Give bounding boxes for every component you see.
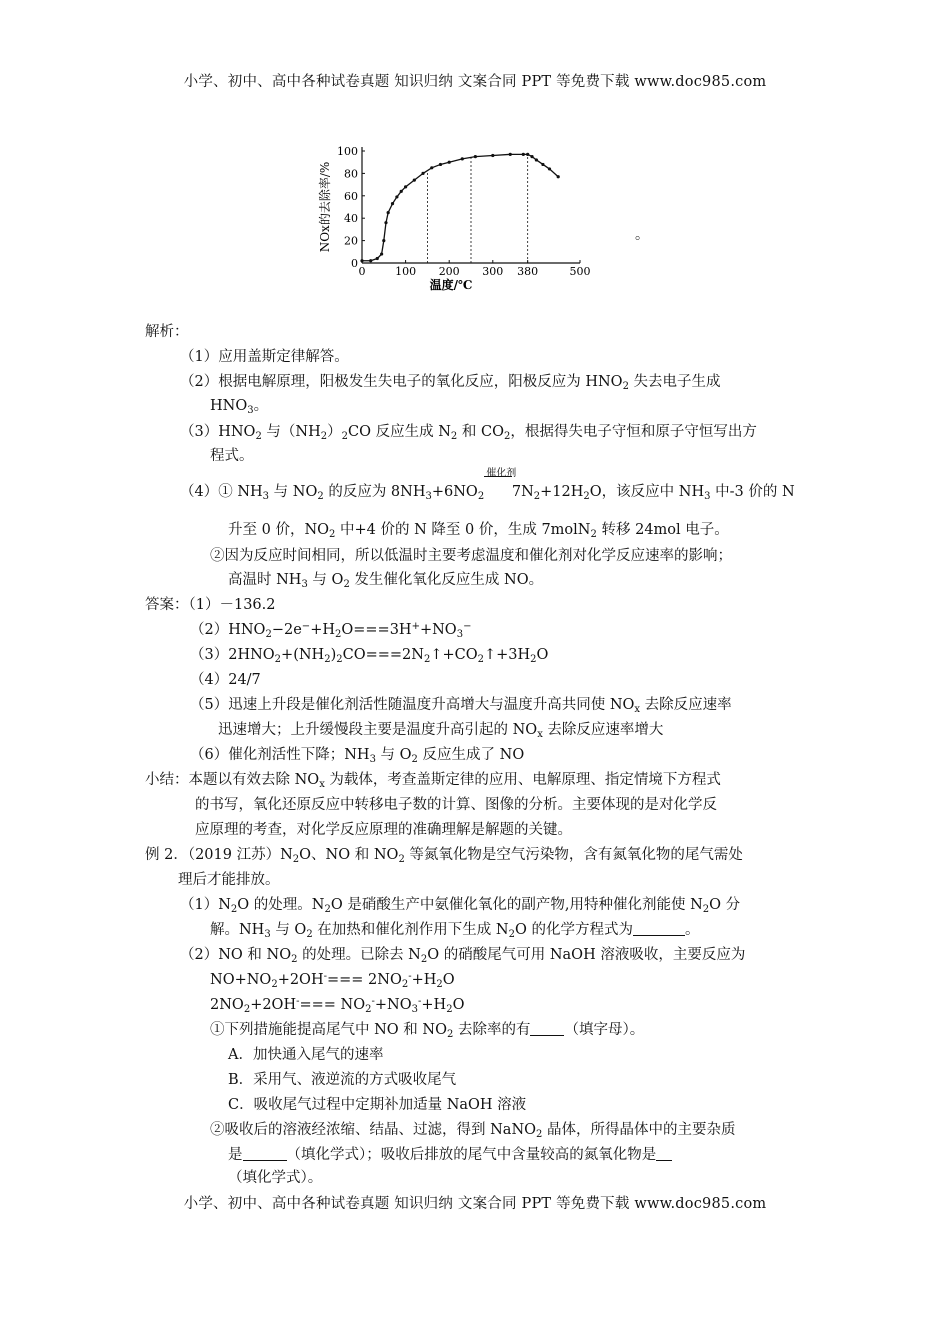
data-point	[548, 167, 551, 170]
data-point	[557, 175, 560, 178]
data-point	[526, 153, 529, 156]
subquestion-2-line3: （填化学式）。	[228, 1170, 323, 1186]
page-footer: 小学、初中、高中各种试卷真题 知识归纳 文案合同 PPT 等免费下载 www.doc985.com	[183, 1196, 767, 1212]
subquestion-1: ①下列措施能提高尾气中 NO 和 $NO_2$ 去除率的有 （填字母）。	[210, 1022, 645, 1040]
data-point	[535, 158, 538, 161]
data-point	[384, 221, 387, 224]
data-point	[541, 163, 544, 166]
data-point	[376, 257, 379, 260]
y-tick-label: 60	[344, 189, 358, 203]
data-point	[380, 252, 383, 255]
summary-line2: 的书写，氧化还原反应中转移电子数的计算、图像的分析。主要体现的是对化学反	[195, 797, 717, 813]
answer-blank-2[interactable]	[530, 1021, 564, 1036]
series-line	[362, 154, 558, 260]
page-header: 小学、初中、高中各种试卷真题 知识归纳 文案合同 PPT 等免费下载 www.doc985.com	[183, 74, 767, 90]
data-point	[522, 153, 525, 156]
data-point	[360, 259, 363, 262]
answer-line5b: 迅速增大；上升缓慢段主要是温度升高引起的 $NO_x$ 去除反应速率增大	[218, 722, 664, 740]
data-point	[439, 163, 442, 166]
example2-line2: 理后才能排放。	[178, 872, 280, 888]
answer-line6: （6）催化剂活性下降；$NH_3$ 与 $O_2$ 反应生成了 NO	[190, 747, 525, 765]
option-b: B．采用气、液逆流的方式吸收尾气	[228, 1072, 457, 1088]
data-point	[430, 166, 433, 169]
option-c: C．吸收尾气过程中定期补加适量 NaOH 溶液	[228, 1097, 527, 1113]
subquestion-2-line1: ②吸收后的溶液经浓缩、结晶、过滤，得到 NaNO$_2$ 晶体，所得晶体中的主要杂质	[210, 1122, 736, 1140]
data-point	[382, 239, 385, 242]
answer-blank-3[interactable]	[243, 1146, 287, 1161]
y-tick-label: 80	[344, 167, 358, 181]
data-point	[509, 153, 512, 156]
x-tick-label: 200	[438, 265, 460, 278]
summary-line3: 应原理的考查，对化学反应原理的准确理解是解题的关键。	[195, 822, 572, 838]
analysis-p2-line1: （2）根据电解原理，阳极发生失电子的氧化反应，阳极反应为 $HNO_2$ 失去电子生成	[180, 374, 721, 392]
data-point	[474, 155, 477, 158]
answer-line1: 答案：（1）－136.2	[145, 597, 276, 613]
x-tick-label: 500	[569, 265, 591, 278]
catalyst-arrow: 催化剂	[486, 468, 517, 479]
answer-line2: $(2)HNO_2-2e^-+H_2O===3H^++NO_3^-$	[190, 621, 472, 640]
x-tick-label: 0	[358, 265, 366, 278]
analysis-p3-line1: $(3)HNO_2$ 与$(NH_2)_2CO$ 反应生成 $N_2$ 和 $CO_2$，根据得失电子守恒和原子守恒写出方	[180, 424, 757, 442]
example2-line1: 例 2．（2019 江苏）$N_2O$、NO 和 $NO_2$ 等氮氧化物是空气污染物，含有氮氧化物的尾气需处	[145, 847, 743, 865]
y-axis-label: NOx的去除率/%	[318, 161, 332, 253]
x-tick-label: 380	[517, 265, 539, 278]
answer-line3: $(3)2HNO_2+(NH_2)_2CO===2N_2↑+CO_2↑+3H_2O$	[190, 647, 549, 665]
analysis-p3-line2: 程式。	[210, 448, 254, 464]
nox-removal-chart	[305, 135, 605, 295]
data-point	[369, 259, 372, 262]
x-tick-label: 300	[482, 265, 504, 278]
data-point	[421, 172, 424, 175]
analysis-p4-line3: ②因为反应时间相同，所以低温时主要考虑温度和催化剂对化学反应速率的影响；	[210, 548, 732, 564]
y-tick-label: 20	[344, 234, 358, 248]
analysis-p4-line2: 升至 0 价，$NO_2$ 中+4 价的 N 降至 0 价，生成 7molN$_2$ 转移 24mol 电子。	[228, 522, 729, 540]
data-point	[461, 157, 464, 160]
answer-line4: （4）24/7	[190, 672, 261, 688]
data-point	[404, 185, 407, 188]
analysis-p4-line4: 高温时 $NH_3$ 与 $O_2$ 发生催化氧化反应生成 NO。	[228, 572, 544, 590]
answer-blank-1[interactable]	[633, 921, 685, 936]
data-point	[448, 161, 451, 164]
y-tick-label: 40	[344, 212, 358, 226]
analysis-label: 解析：	[145, 324, 189, 340]
data-point	[413, 179, 416, 182]
option-a: A．加快通入尾气的速率	[228, 1047, 384, 1063]
subquestion-2-line2: 是 （填化学式）；吸收后排放的尾气中含量较高的氮氧化物是	[228, 1145, 808, 1165]
reaction-2: $2NO_2+2OH^-=== NO_2^-+NO_3^-+H_2O$	[210, 996, 465, 1015]
y-tick-label: 100	[337, 145, 358, 158]
question1-line2: 解。$NH_3$ 与 $O_2$ 在加热和催化剂作用下生成 $N_2O$ 的化学方程式为 。	[210, 922, 700, 940]
analysis-p2-line2: $HNO_3$。	[210, 398, 269, 416]
answer-line5: （5）迅速上升段是催化剂活性随温度升高增大与温度升高共同使 $NO_x$ 去除反应速率	[190, 697, 732, 715]
data-point	[395, 195, 398, 198]
data-point	[491, 154, 494, 157]
data-point	[530, 155, 533, 158]
answer-blank-4[interactable]	[656, 1146, 672, 1161]
x-axis-label: 温度/℃	[429, 278, 473, 292]
y-tick-label: 0	[351, 257, 358, 270]
figure-trailing-period: 。	[635, 227, 649, 243]
summary-line1: 小结：本题以有效去除 $NO_x$ 为载体，考查盖斯定律的应用、电解原理、指定情境下方程式	[145, 772, 721, 790]
reaction-1: $NO+NO_2+2OH^-=== 2NO_2^-+H_2O$	[210, 971, 455, 990]
data-point	[387, 211, 390, 214]
analysis-p4-line1: （4）① $NH_3$ 与 $NO_2$ 的反应为 $8NH_3+6NO_2$ 催化剂 $7N_2+12H_2O$，该反应中 $NH_3$ 中-3 价的 N	[180, 468, 795, 502]
x-tick-label: 100	[395, 265, 417, 278]
data-point	[400, 190, 403, 193]
question2-line1: （2）NO 和 $NO_2$ 的处理。已除去 $N_2O$ 的硝酸尾气可用 NaOH 溶液吸收，主要反应为	[180, 947, 746, 965]
analysis-p1: （1）应用盖斯定律解答。	[180, 349, 349, 365]
question1-line1: $(1)N_2O$ 的处理。$N_2O$ 是硝酸生产中氨催化氧化的副产物,用特种催化剂能使 $N_2O$ 分	[180, 897, 741, 915]
data-point	[391, 202, 394, 205]
